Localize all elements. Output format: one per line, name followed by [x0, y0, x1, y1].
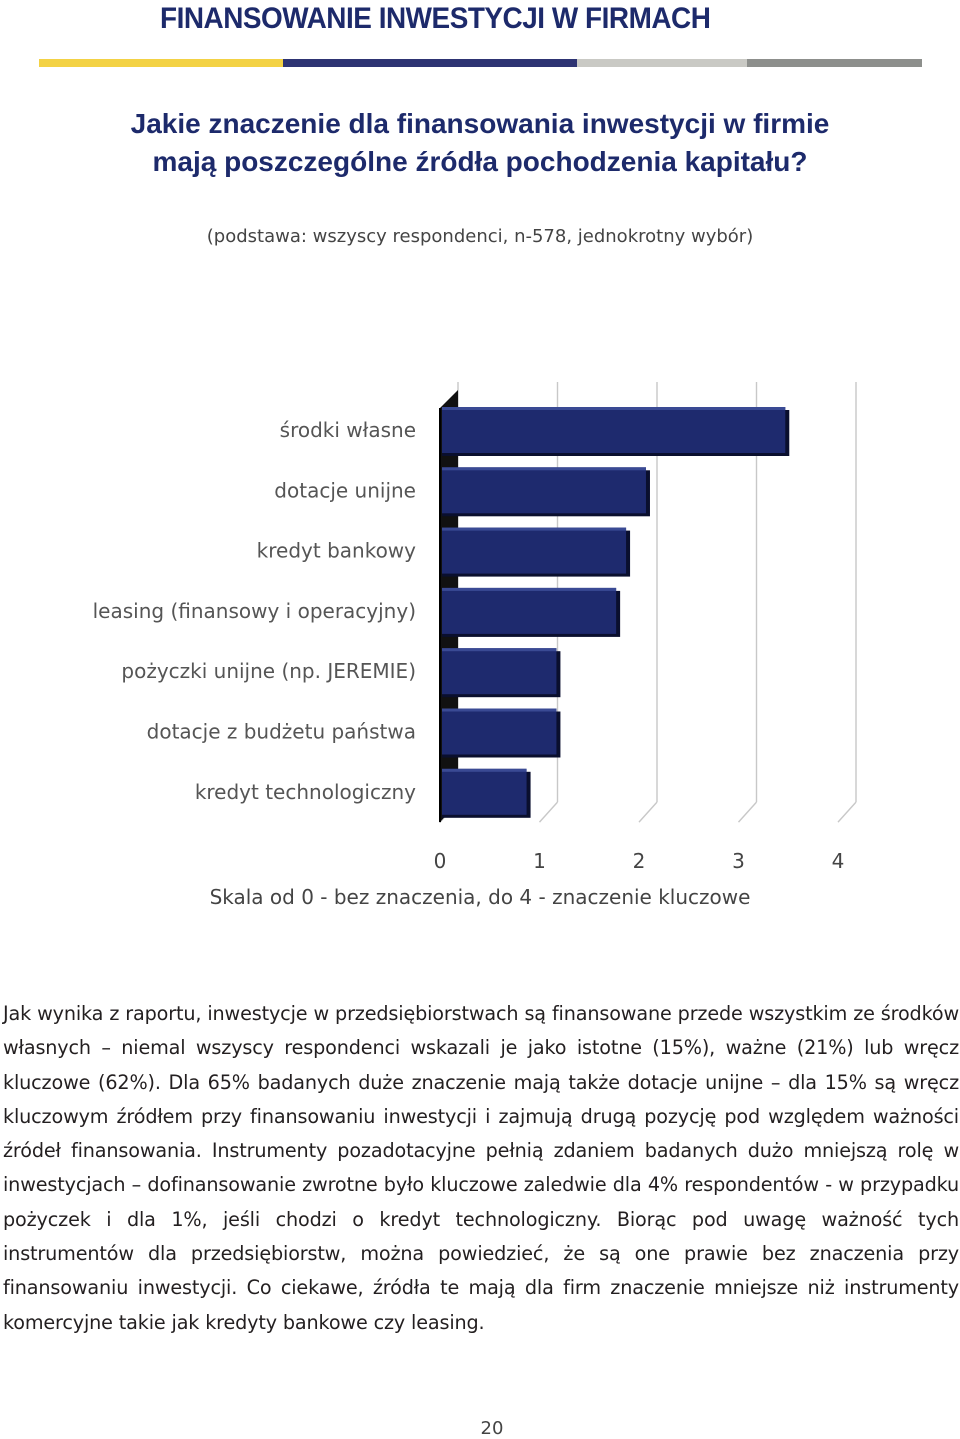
- category-label: kredyt technologiczny: [194, 779, 416, 804]
- bar-highlight: [442, 648, 556, 651]
- bar-highlight: [442, 709, 556, 712]
- page-header-title: FINANSOWANIE INWESTYCJI W FIRMACH: [160, 2, 711, 35]
- header-color-bar-navy: [283, 59, 577, 67]
- bar-highlight: [442, 467, 646, 470]
- category-label: pożyczki unijne (np. JEREMIE): [121, 659, 416, 684]
- x-axis-title: Skala od 0 - bez znaczenia, do 4 - znaczenie kluczowe: [209, 885, 751, 909]
- bar-chart: [0, 370, 960, 930]
- header-color-bar-dark-gray: [747, 59, 922, 67]
- category-label: dotacje unijne: [274, 478, 416, 503]
- chart-question-line-1: Jakie znaczenie dla finansowania inwestycji w firmie: [130, 108, 830, 139]
- x-tick-label: 1: [533, 849, 546, 873]
- category-label: leasing (finansowy i operacyjny): [92, 598, 416, 623]
- chart-gridline: [540, 802, 558, 822]
- bar: [442, 407, 785, 453]
- bar: [442, 528, 626, 574]
- page-number: 20: [480, 1418, 504, 1439]
- bar-highlight: [442, 769, 527, 772]
- bar-highlight: [442, 588, 616, 591]
- x-tick-label: 3: [732, 849, 745, 873]
- chart-basis-note: (podstawa: wszyscy respondenci, n-578, jednokrotny wybór): [206, 226, 754, 247]
- bar-highlight: [442, 528, 626, 531]
- x-tick-label: 0: [433, 849, 447, 873]
- bar: [442, 769, 527, 815]
- bar: [442, 588, 616, 634]
- bar: [442, 709, 556, 755]
- chart-gridline: [739, 802, 757, 822]
- category-label: środki własne: [279, 418, 416, 442]
- chart-gridline: [838, 802, 856, 822]
- chart-gridline: [639, 802, 657, 822]
- header-color-bar-light-gray: [577, 59, 747, 67]
- category-label: dotacje z budżetu państwa: [146, 719, 416, 744]
- bar-highlight: [442, 407, 785, 410]
- body-paragraph: Jak wynika z raportu, inwestycje w przedsiębiorstwach są finansowane przede wszystkim ze środków własnych – niemal wszyscy respondenci wskazali je jako istotne (15%), ważne (21%) lub wręcz kluczowe (62%). Dla 65% badanych duże znaczenie mają także dotacje unijne – dla 15% są wręcz kluczowym źródłem przy finansowaniu inwestycji i zajmują drugą pozycję pod względem ważności źródeł finansowania. Instrumenty pozadotacyjne pełnią zdaniem badanych dużo mniejszą rolę w inwestycjach – dofinansowanie zwrotne było kluczowe zaledwie dla 4% respondentów - w przypadku pożyczek i dla 1%, jeśli chodzi o kredyt technologiczny. Biorąc pod uwagę ważność tych instrumentów dla przedsiębiorstw, można powiedzieć, że są one prawie bez znaczenia przy finansowaniu inwestycji. Co ciekawe, źródła te mają dla firm znaczenie mniejsze niż instrumenty komercyjne takie jak kredyty bankowe czy leasing.: [3, 1002, 959, 1334]
- bar: [442, 648, 556, 694]
- header-color-bar-yellow: [39, 59, 283, 67]
- chart-question-line-2: mają poszczególne źródła pochodzenia kapitału?: [152, 146, 808, 177]
- bar: [442, 467, 646, 513]
- category-label: kredyt bankowy: [256, 538, 416, 563]
- x-tick-label: 2: [632, 849, 646, 873]
- x-tick-label: 4: [831, 849, 845, 873]
